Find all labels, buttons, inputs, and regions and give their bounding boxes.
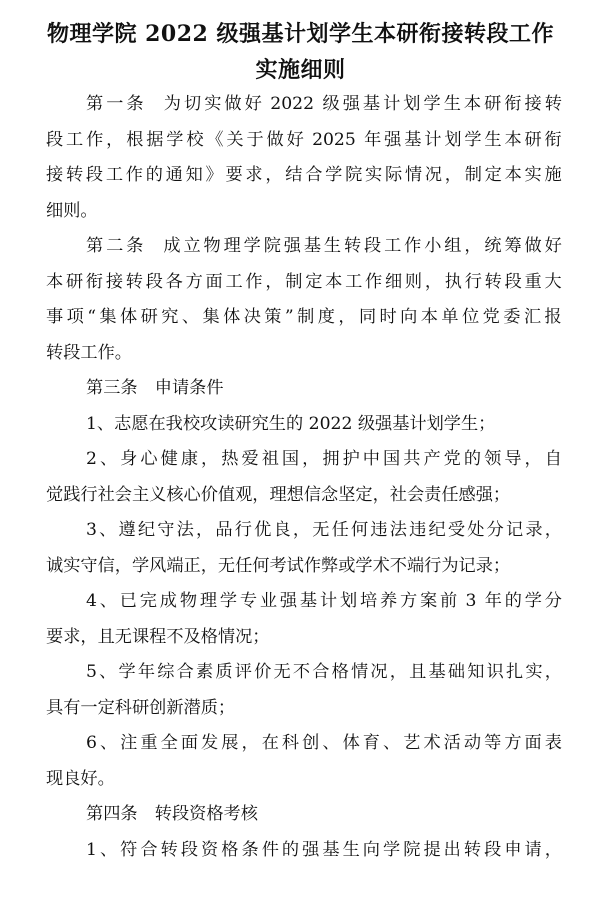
condition-item-continuation: 觉践行社会主义核心价值观，理想信念坚定，社会责任感强；: [46, 485, 511, 505]
condition-item-continuation: 具有一定科研创新潜质；: [46, 698, 236, 718]
article-1-line: 第 一 条 为 切 实 做 好 2022 级 强 基 计 划 学 生 本 研 衔 接 转: [86, 94, 562, 114]
article-1-line: 细则。: [46, 201, 98, 221]
article-2-line: 事 项 “ 集 体 研 究 、 集 体 决 策 ” 制 度 ， 同 时 向 本 单 位 党 委 汇 报: [46, 307, 562, 327]
article-2-line: 本 研 衔 接 转 段 各 方 面 工 作 ， 制 定 本 工 作 细 则 ， 执 行 转 段 重 大: [46, 272, 562, 292]
assessment-item: 1 、 符 合 转 段 资 格 条 件 的 强 基 生 向 学 院 提 出 转 段 申 请 ，: [86, 840, 562, 860]
condition-item-continuation: 现良好。: [46, 769, 115, 789]
article-2-line: 转段工作。: [46, 343, 132, 363]
condition-item: 1、志愿在我校攻读研究生的 2022 级强基计划学生；: [86, 414, 496, 434]
article-3-heading: 第三条 申请条件: [86, 378, 224, 398]
document-title-line-1: 物理学院 2022 级强基计划学生本研衔接转段工作: [46, 21, 555, 47]
condition-item: 4 、 已 完 成 物 理 学 专 业 强 基 计 划 培 养 方 案 前 3 年 的 学 分: [86, 591, 562, 611]
condition-item-continuation: 要求，且无课程不及格情况；: [46, 627, 270, 647]
article-4-heading: 第四条 转段资格考核: [86, 804, 258, 824]
article-1-line: 接 转 段 工 作 的 通 知 》 要 求 ， 结 合 学 院 实 际 情 况 ， 制 定 本 实 施: [46, 165, 562, 185]
article-2-line: 第 二 条 成 立 物 理 学 院 强 基 生 转 段 工 作 小 组 ， 统 筹 做 好: [86, 236, 562, 256]
condition-item: 6 、 注 重 全 面 发 展 ， 在 科 创 、 体 育 、 艺 术 活 动 等 方 面 表: [86, 733, 562, 753]
condition-item: 3 、 遵 纪 守 法 ， 品 行 优 良 ， 无 任 何 违 法 违 纪 受 处 分 记 录 ，: [86, 520, 562, 540]
article-1-line: 段 工 作 ， 根 据 学 校 《 关 于 做 好 2025 年 强 基 计 划 学 生 本 研 衔: [46, 130, 562, 150]
condition-item: 5 、 学 年 综 合 素 质 评 价 无 不 合 格 情 况 ， 且 基 础 知 识 扎 实 ，: [86, 662, 562, 682]
condition-item: 2 、 身 心 健 康 ， 热 爱 祖 国 ， 拥 护 中 国 共 产 党 的 领 导 ， 自: [86, 449, 562, 469]
condition-item-continuation: 诚实守信，学风端正，无任何考试作弊或学术不端行为记录；: [46, 556, 511, 576]
document-title-line-2: 实施细则: [255, 57, 346, 83]
